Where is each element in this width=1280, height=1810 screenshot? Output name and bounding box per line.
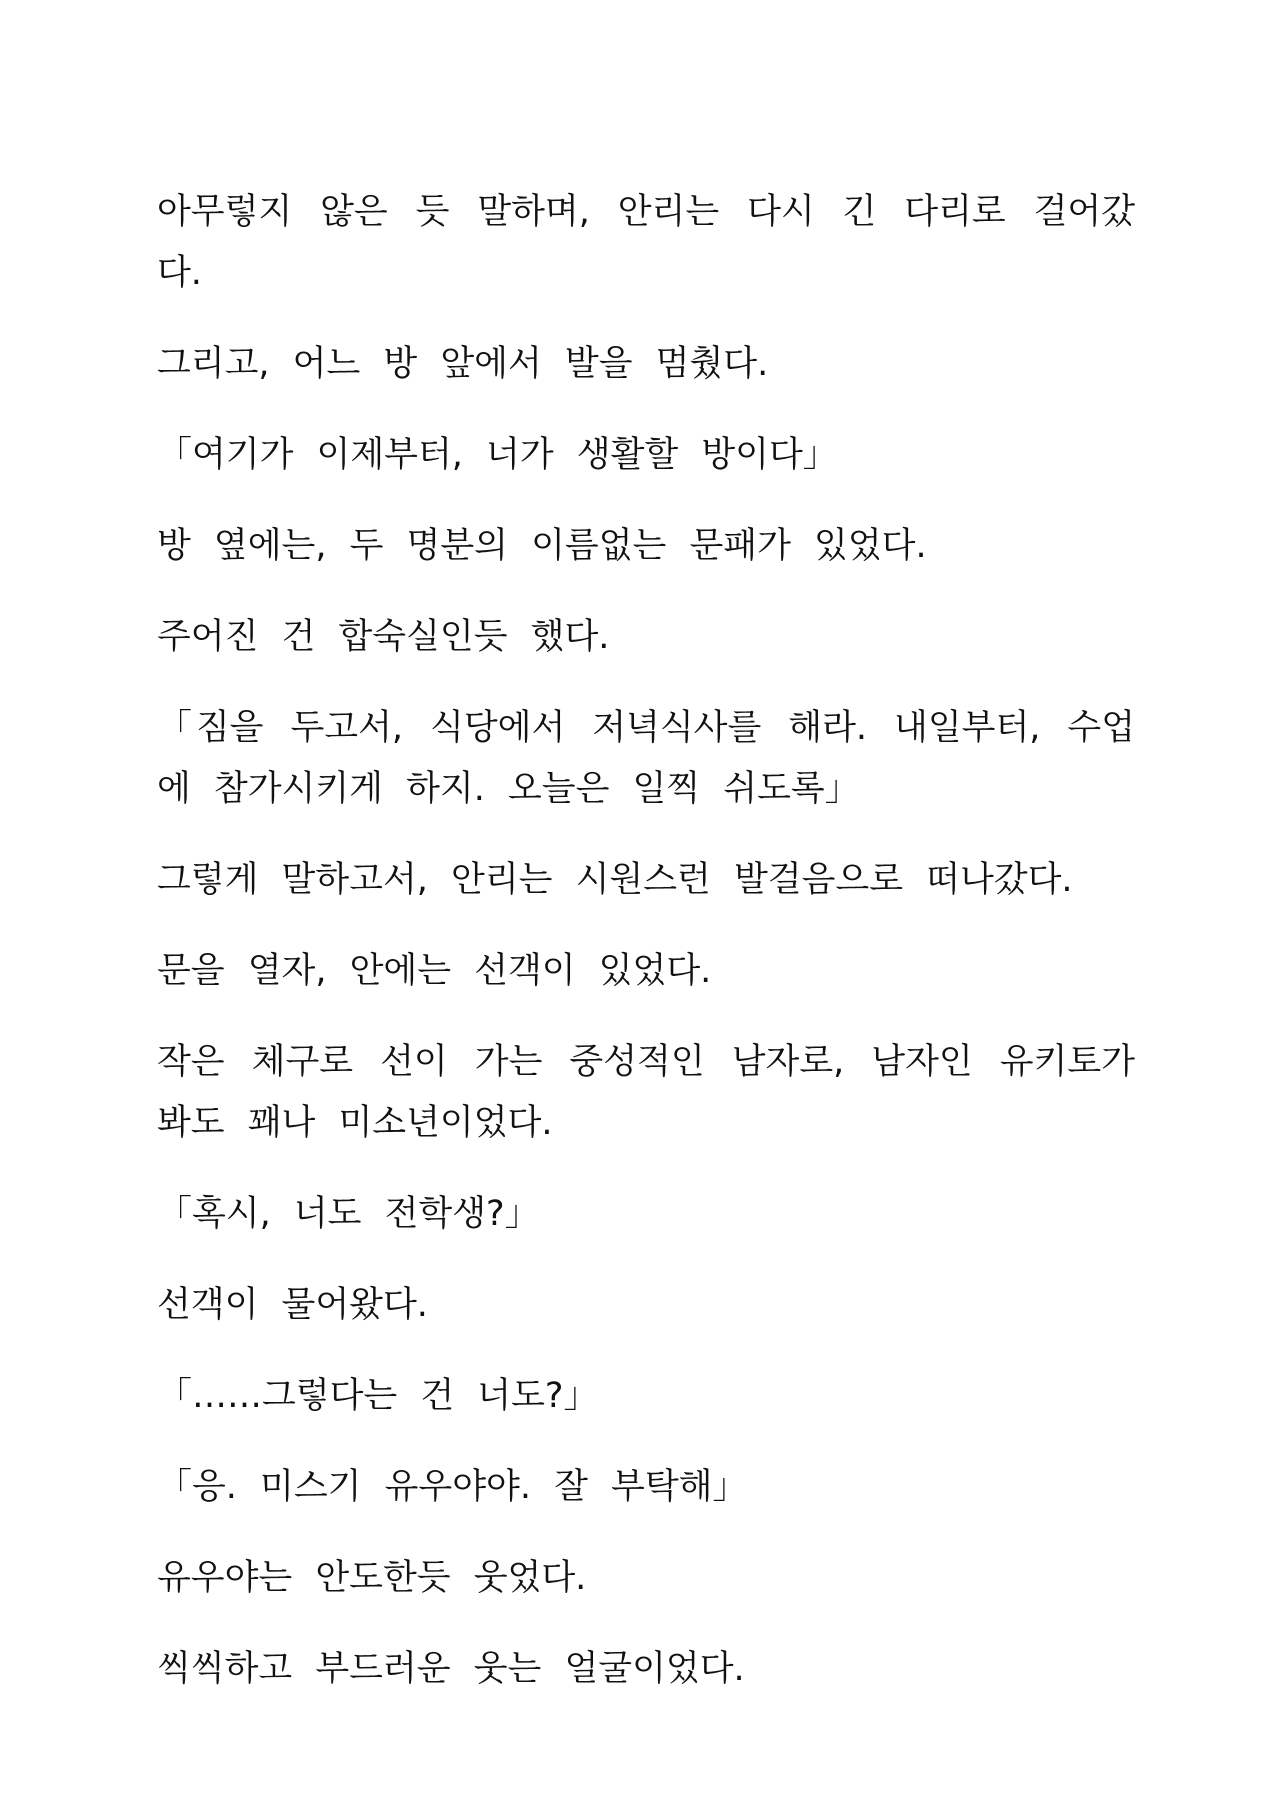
paragraph: 아무렇지 않은 듯 말하며, 안리는 다시 긴 다리로 걸어갔다. [157,192,1135,293]
paragraph: 작은 체구로 선이 가는 중성적인 남자로, 남자인 유키토가 봐도 꽤나 미소년이었다. [157,1042,1135,1143]
document-body [157,182,1135,1730]
paragraph: 주어진 건 합숙실인듯 했다. [157,617,610,657]
paragraph: 「……그렇다는 건 너도?」 [157,1376,599,1416]
paragraph: 「짐을 두고서, 식당에서 저녁식사를 해라. 내일부터, 수업에 참가시키게 하지. 오늘은 일찍 쉬도록」 [157,708,1135,809]
paragraph: 그렇게 말하고서, 안리는 시원스런 발걸음으로 떠나갔다. [157,860,1073,900]
paragraph: 선객이 물어왔다. [157,1285,428,1325]
paragraph: 「혹시, 너도 전학생?」 [157,1194,540,1234]
paragraph: 「응. 미스기 유우야야. 잘 부탁해」 [157,1467,748,1507]
paragraph: 씩씩하고 부드러운 웃는 얼굴이었다. [157,1649,745,1689]
paragraph: 유우야는 안도한듯 웃었다. [157,1558,587,1598]
paragraph: 문을 열자, 안에는 선객이 있었다. [157,951,712,991]
paragraph: 그리고, 어느 방 앞에서 발을 멈췄다. [157,344,769,384]
paragraph: 방 옆에는, 두 명분의 이름없는 문패가 있었다. [157,526,927,566]
paragraph: 「여기가 이제부터, 너가 생활할 방이다」 [157,435,838,475]
